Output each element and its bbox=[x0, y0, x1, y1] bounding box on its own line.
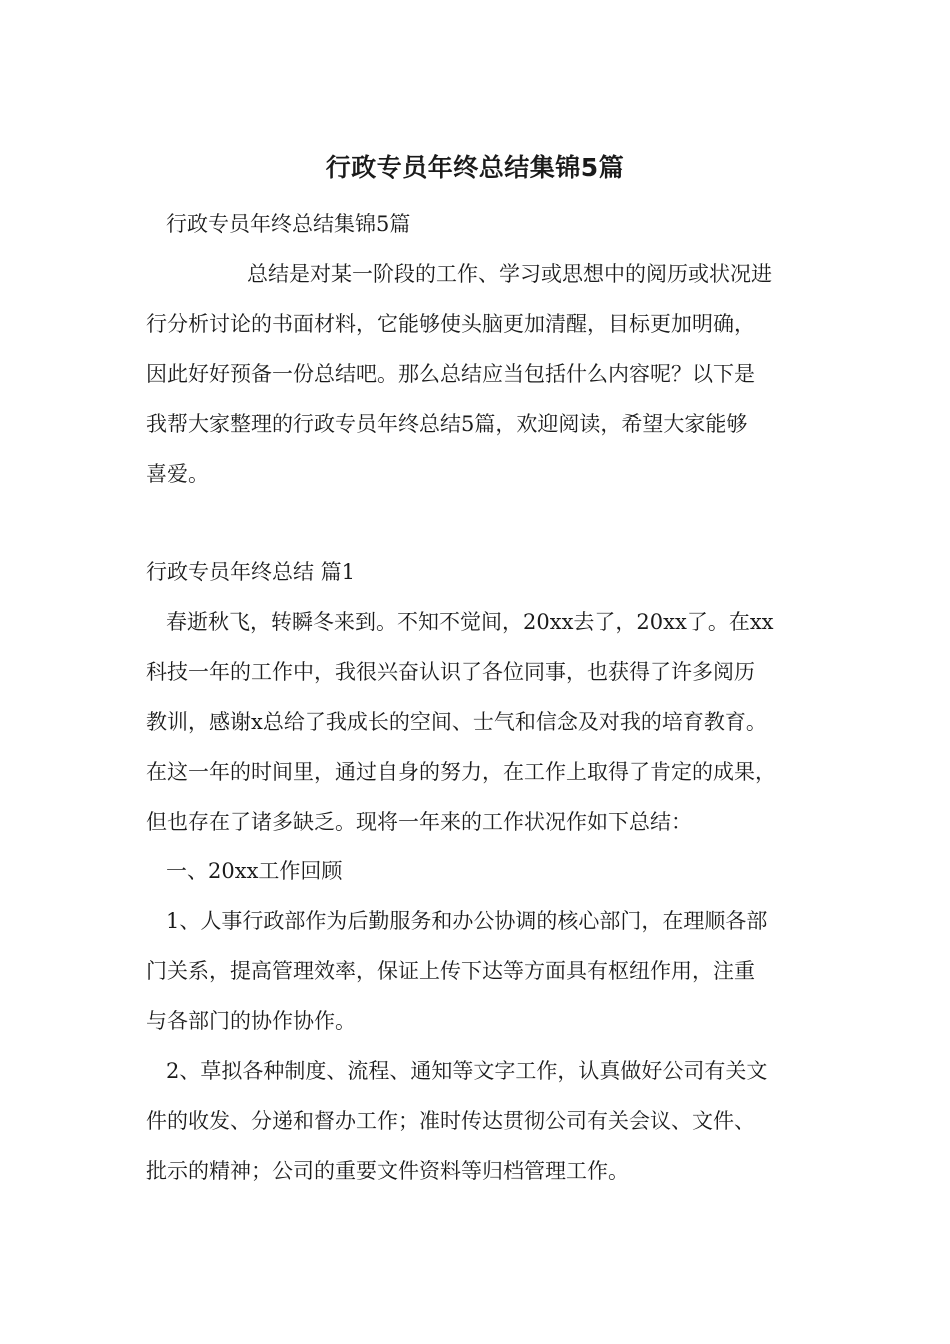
section1-heading: 行政专员年终总结 篇1 bbox=[146, 560, 356, 584]
intro-line-5: 喜爱。 bbox=[146, 462, 209, 486]
review-heading: 一、20xx工作回顾 bbox=[166, 859, 343, 883]
item2-line-2: 件的收发、分递和督办工作；准时传达贯彻公司有关会议、文件、 bbox=[146, 1109, 755, 1133]
item2-line-1: 2、草拟各种制度、流程、通知等文字工作，认真做好公司有关文 bbox=[166, 1059, 768, 1083]
intro-line-1: 总结是对某一阶段的工作、学习或思想中的阅历或状况进 bbox=[247, 262, 772, 286]
item1-line-2: 门关系，提高管理效率，保证上传下达等方面具有枢纽作用，注重 bbox=[146, 959, 755, 983]
section1-line-2: 科技一年的工作中，我很兴奋认识了各位同事，也获得了许多阅历 bbox=[146, 660, 755, 684]
document-subtitle: 行政专员年终总结集锦5篇 bbox=[166, 212, 411, 236]
section1-line-1: 春逝秋飞，转瞬冬来到。不知不觉间，20xx去了，20xx了。在xx bbox=[166, 610, 774, 634]
item1-line-1: 1、人事行政部作为后勤服务和办公协调的核心部门，在理顺各部 bbox=[166, 909, 768, 933]
item1-line-3: 与各部门的协作协作。 bbox=[146, 1009, 356, 1033]
intro-line-3: 因此好好预备一份总结吧。那么总结应当包括什么内容呢？以下是 bbox=[146, 362, 755, 386]
section1-line-3: 教训，感谢x总给了我成长的空间、士气和信念及对我的培育教育。 bbox=[146, 710, 767, 734]
section1-line-4: 在这一年的时间里，通过自身的努力，在工作上取得了肯定的成果， bbox=[146, 760, 776, 784]
item2-line-3: 批示的精神；公司的重要文件资料等归档管理工作。 bbox=[146, 1159, 629, 1183]
document-title: 行政专员年终总结集锦5篇 bbox=[325, 153, 625, 182]
intro-line-4: 我帮大家整理的行政专员年终总结5篇，欢迎阅读，希望大家能够 bbox=[146, 412, 748, 436]
section1-line-5: 但也存在了诸多缺乏。现将一年来的工作状况作如下总结： bbox=[146, 810, 692, 834]
intro-line-2: 行分析讨论的书面材料，它能够使头脑更加清醒，目标更加明确， bbox=[146, 312, 755, 336]
